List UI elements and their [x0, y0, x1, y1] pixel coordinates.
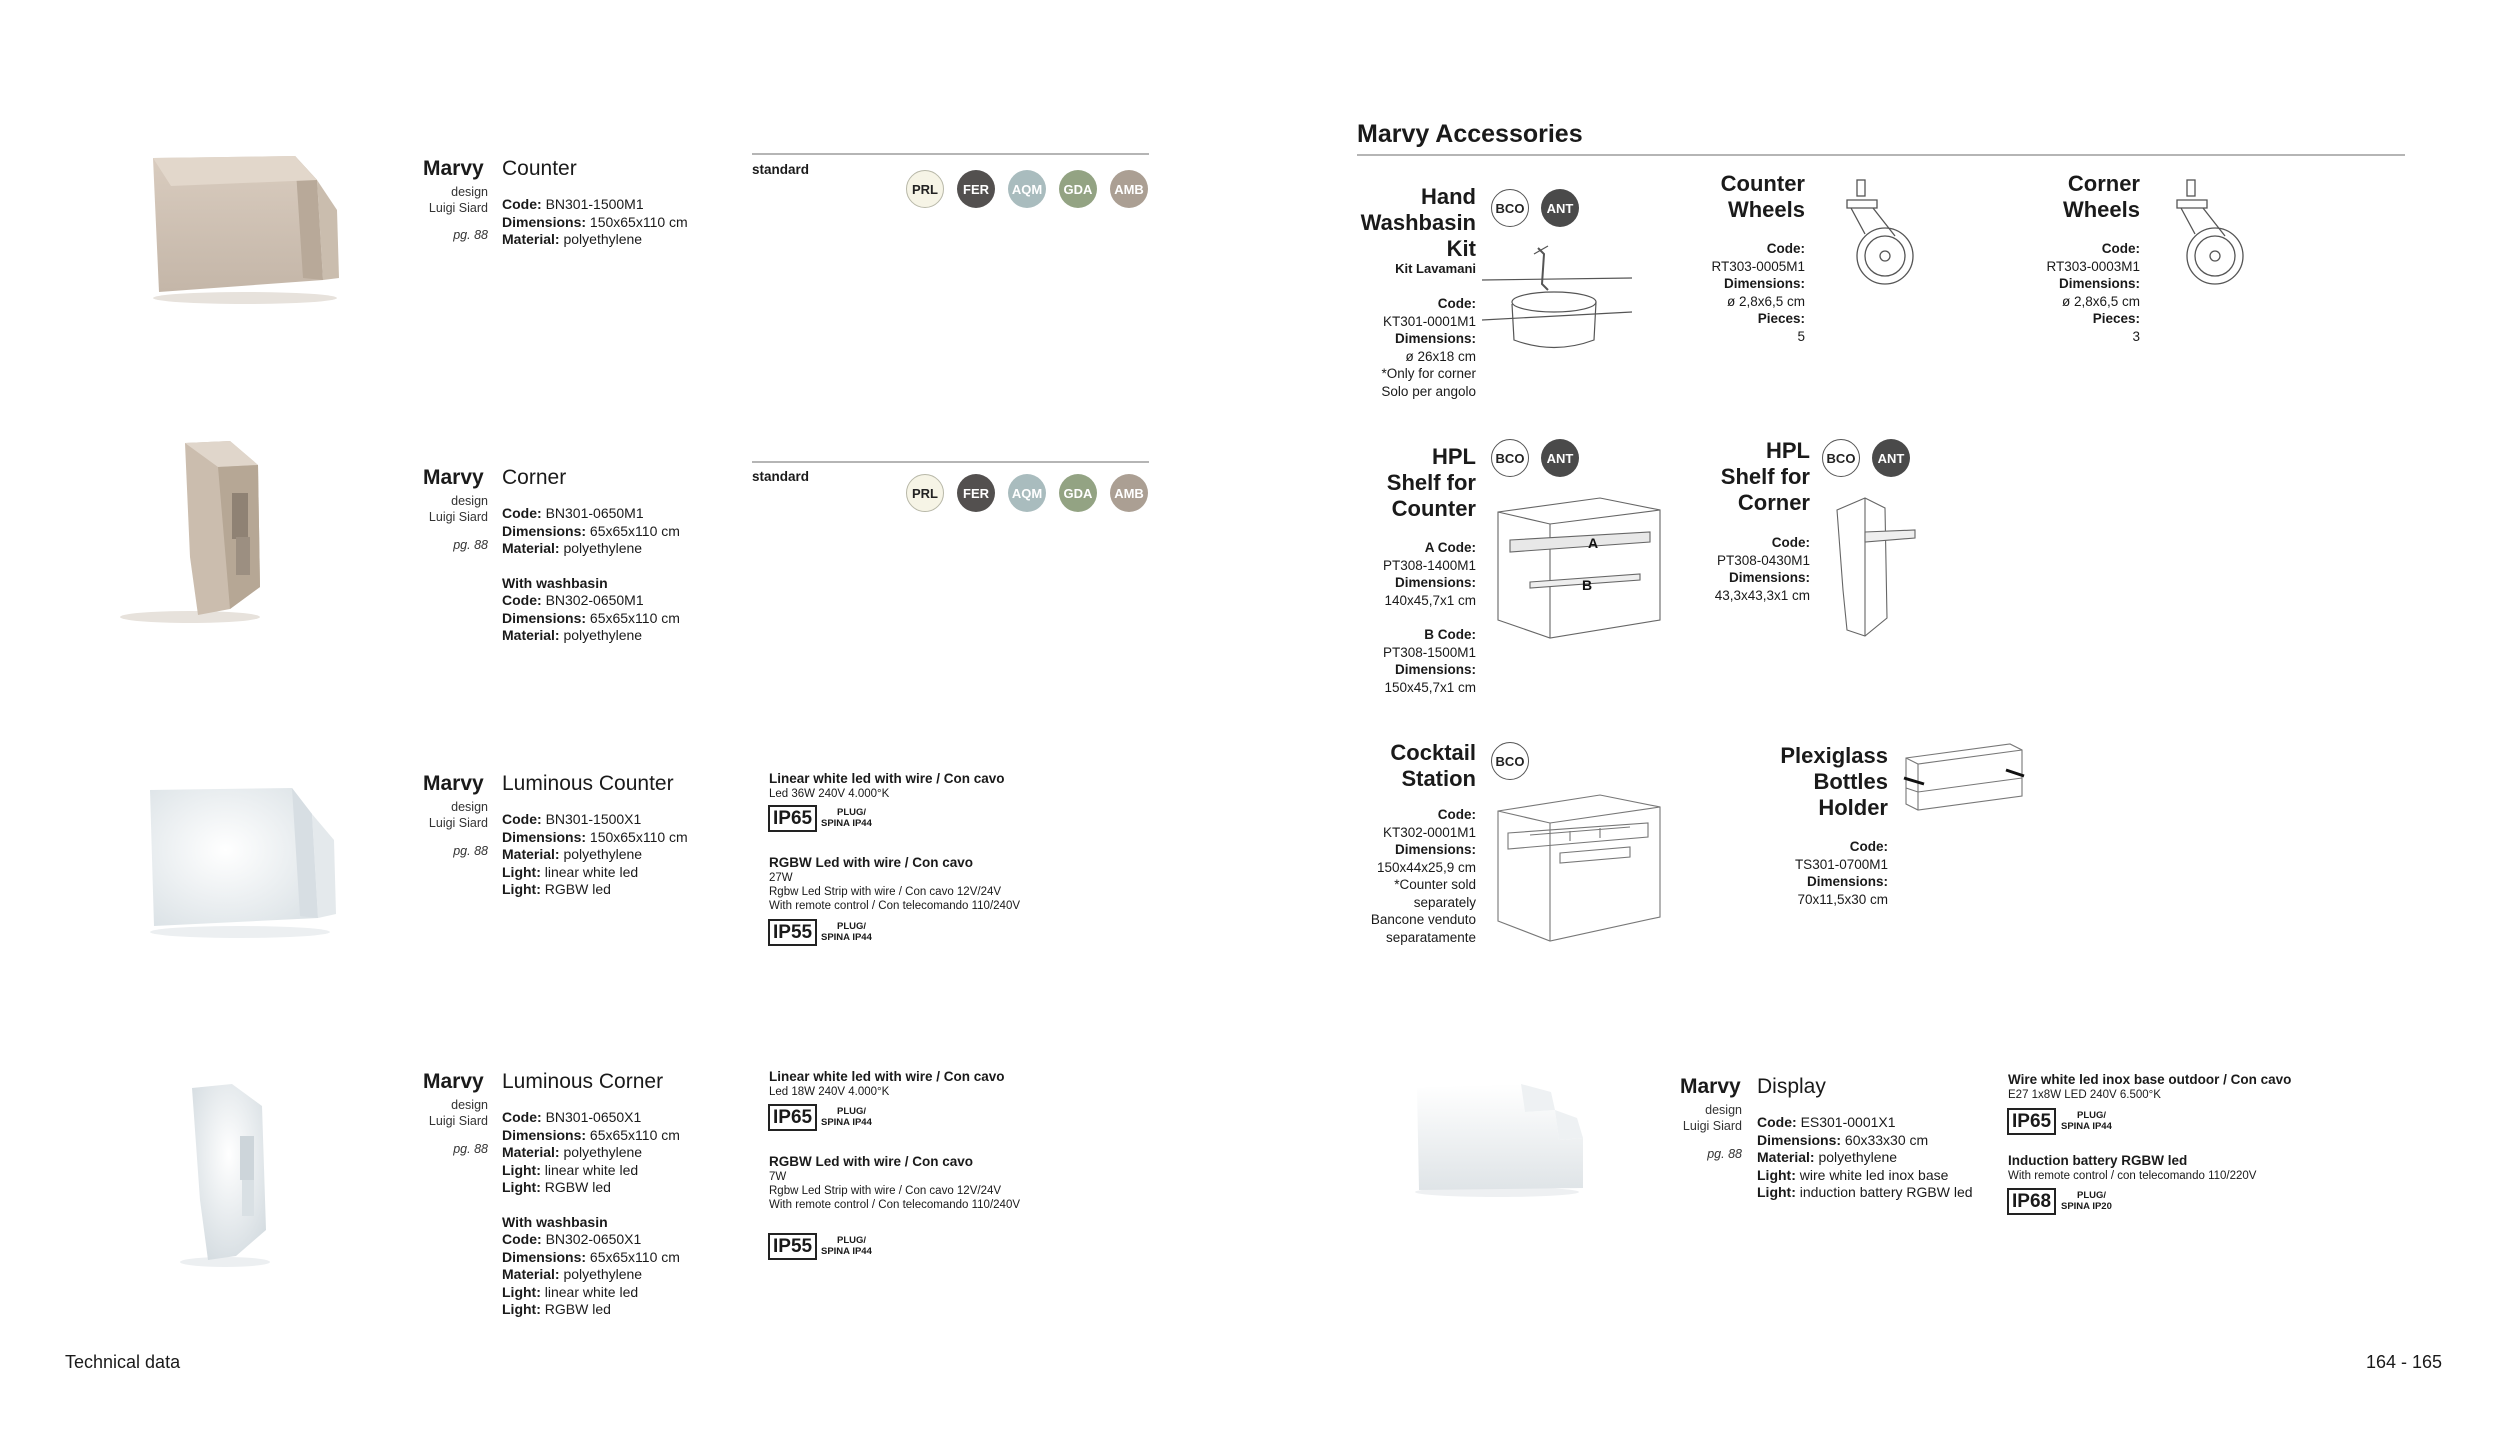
display-image: [1405, 1078, 1590, 1198]
plug-rating: PLUG/ SPINA IP20: [2061, 1190, 2112, 1212]
color-ant: ANT: [1541, 439, 1579, 477]
svg-text:B: B: [1582, 577, 1593, 593]
washbasin-specs: Code: KT301-0001M1 Dimensions: ø 26x18 cm *Only for corner Solo per angolo: [1381, 296, 1476, 399]
product-specs: Code: BN301-0650X1 Dimensions: 65x65x110 cm Material: polyethylene Light: linear white led Light: RGBW led With washbasin Code: BN302-0650X1 Dimensions: 65x65x110 cm Material: polyethylene Light: linear white led Light: RGBW led: [502, 1109, 680, 1317]
cocktail-title: Cocktail Station: [1390, 740, 1476, 791]
standard-divider: [752, 153, 1149, 155]
swatch-fer: FER: [957, 170, 995, 208]
product-brand: Marvy: [423, 1070, 484, 1093]
product-brand: Marvy: [423, 157, 484, 180]
luminous-counter-image: [140, 780, 340, 940]
product-name: Display: [1757, 1075, 1826, 1098]
led-title: RGBW Led with wire / Con cavo: [769, 1154, 974, 1169]
design-label: design Luigi Siard: [428, 185, 488, 215]
standard-divider: [752, 461, 1149, 463]
hpl-counter-specs: A Code: PT308-1400M1 Dimensions: 140x45,7x1 cm B Code: PT308-1500M1 Dimensions: 150x45,7x1 cm: [1382, 540, 1476, 695]
accessories-divider: [1357, 154, 2405, 156]
swatch-aqm: AQM: [1008, 170, 1046, 208]
design-label: design Luigi Siard: [428, 1098, 488, 1128]
led-title: RGBW Led with wire / Con cavo: [769, 855, 974, 870]
swatch-gda: GDA: [1059, 170, 1097, 208]
swatch-aqm: AQM: [1008, 474, 1046, 512]
hpl-corner-specs: Code: PT308-0430M1 Dimensions: 43,3x43,3x1 cm: [1714, 535, 1810, 603]
led-subtitle: Led 18W 240V 4.000°K: [769, 1086, 890, 1098]
product-name: Counter: [502, 157, 577, 180]
led-title: Linear white led with wire / Con cavo: [769, 771, 1005, 786]
product-name: Luminous Counter: [502, 772, 674, 795]
ip-rating: IP55: [768, 919, 817, 946]
color-bco: BCO: [1822, 439, 1860, 477]
svg-text:A: A: [1588, 535, 1599, 551]
washbasin-image: [1482, 240, 1632, 360]
product-specs: Code: BN301-0650M1 Dimensions: 65x65x110 cm Material: polyethylene With washbasin Code: BN302-0650M1 Dimensions: 65x65x110 cm Material: polyethylene: [502, 505, 680, 643]
plug-rating: PLUG/ SPINA IP44: [2061, 1110, 2112, 1132]
counter-wheel-image: [1835, 178, 1915, 293]
swatch-amb: AMB: [1110, 170, 1148, 208]
swatch-gda: GDA: [1059, 474, 1097, 512]
product-brand: Marvy: [423, 466, 484, 489]
accessories-title: Marvy Accessories: [1357, 120, 1583, 148]
plexiglass-title: Plexiglass Bottles Holder: [1780, 743, 1888, 820]
swatch-fer: FER: [957, 474, 995, 512]
design-label: design Luigi Siard: [428, 494, 488, 524]
page-ref: pg. 88: [453, 1142, 488, 1156]
led-subtitle: E27 1x8W LED 240V 6.500°K: [2008, 1089, 2161, 1101]
swatch-prl: PRL: [906, 474, 944, 512]
plug-rating: PLUG/ SPINA IP44: [821, 1106, 872, 1128]
counter-wheels-title: Counter Wheels: [1720, 171, 1805, 222]
plug-rating: PLUG/ SPINA IP44: [821, 921, 872, 943]
hpl-counter-title: HPL Shelf for Counter: [1386, 444, 1476, 521]
corner-wheels-specs: Code: RT303-0003M1 Dimensions: ø 2,8x6,5 cm Pieces: 3: [2046, 241, 2140, 344]
product-brand: Marvy: [1680, 1075, 1741, 1098]
product-specs: Code: ES301-0001X1 Dimensions: 60x33x30 cm Material: polyethylene Light: wire white led inox base Light: induction battery RGBW led: [1757, 1114, 1973, 1200]
plug-rating: PLUG/ SPINA IP44: [821, 807, 872, 829]
cocktail-image: [1490, 785, 1670, 945]
page-ref: pg. 88: [453, 538, 488, 552]
led-title: Linear white led with wire / Con cavo: [769, 1069, 1005, 1084]
swatch-amb: AMB: [1110, 474, 1148, 512]
design-label: design Luigi Siard: [1682, 1103, 1742, 1133]
ip-rating: IP65: [768, 805, 817, 832]
plug-rating: PLUG/ SPINA IP44: [821, 1235, 872, 1257]
corner-wheel-image: [2165, 178, 2245, 293]
design-label: design Luigi Siard: [428, 800, 488, 830]
color-ant: ANT: [1872, 439, 1910, 477]
led-title: Wire white led inox base outdoor / Con cavo: [2008, 1072, 2292, 1087]
color-bco: BCO: [1491, 439, 1529, 477]
hpl-corner-image: [1825, 490, 1925, 640]
footer-page-numbers: 164 - 165: [2366, 1352, 2443, 1372]
led-subtitle: 7W Rgbw Led Strip with wire / Con cavo 12V/24V With remote control / Con telecomando 110/240V: [769, 1171, 1021, 1211]
led-subtitle: 27W Rgbw Led Strip with wire / Con cavo 12V/24V With remote control / Con telecomando 110/240V: [769, 872, 1021, 912]
plexiglass-image: [1900, 740, 2030, 815]
led-subtitle: With remote control / con telecomando 110/220V: [2008, 1170, 2257, 1182]
color-bco: BCO: [1491, 189, 1529, 227]
washbasin-subtitle: Kit Lavamani: [1395, 261, 1476, 276]
corner-image: [110, 437, 280, 627]
counter-wheels-specs: Code: RT303-0005M1 Dimensions: ø 2,8x6,5 cm Pieces: 5: [1711, 241, 1805, 344]
led-subtitle: Led 36W 240V 4.000°K: [769, 788, 890, 800]
page-ref: pg. 88: [1707, 1147, 1742, 1161]
product-brand: Marvy: [423, 772, 484, 795]
product-specs: Code: BN301-1500M1 Dimensions: 150x65x110 cm Material: polyethylene: [502, 196, 688, 247]
footer-section-title: Technical data: [65, 1352, 181, 1372]
corner-wheels-title: Corner Wheels: [2062, 171, 2140, 222]
ip-rating: IP68: [2007, 1188, 2056, 1215]
ip-rating: IP65: [768, 1104, 817, 1131]
standard-label: standard: [752, 469, 810, 484]
cocktail-specs: Code: KT302-0001M1 Dimensions: 150x44x25,9 cm *Counter sold separately Bancone venduto separatamente: [1370, 807, 1476, 945]
page-ref: pg. 88: [453, 228, 488, 242]
page-ref: pg. 88: [453, 844, 488, 858]
plexiglass-specs: Code: TS301-0700M1 Dimensions: 70x11,5x30 cm: [1794, 839, 1888, 907]
color-ant: ANT: [1541, 189, 1579, 227]
luminous-corner-image: [170, 1080, 290, 1270]
hpl-corner-title: HPL Shelf for Corner: [1720, 438, 1810, 515]
led-title: Induction battery RGBW led: [2008, 1153, 2188, 1168]
product-name: Corner: [502, 466, 567, 489]
standard-label: standard: [752, 162, 810, 177]
product-specs: Code: BN301-1500X1 Dimensions: 150x65x110 cm Material: polyethylene Light: linear white led Light: RGBW led: [502, 811, 688, 897]
color-bco: BCO: [1491, 742, 1529, 780]
product-name: Luminous Corner: [502, 1070, 664, 1093]
counter-image: [145, 150, 345, 305]
washbasin-title: Hand Washbasin Kit: [1360, 184, 1476, 261]
ip-rating: IP65: [2007, 1108, 2056, 1135]
swatch-prl: PRL: [906, 170, 944, 208]
ip-rating: IP55: [768, 1233, 817, 1260]
